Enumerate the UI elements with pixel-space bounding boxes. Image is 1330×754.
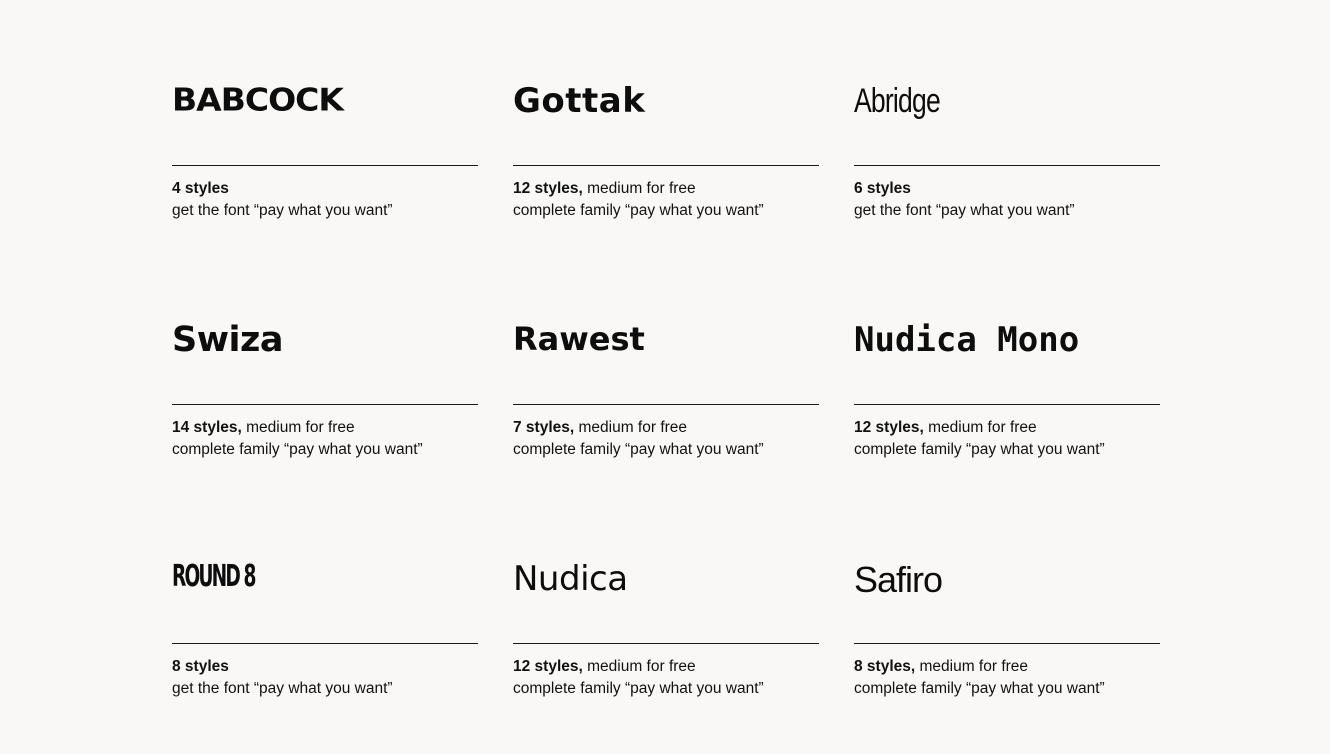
styles-note: medium for free <box>582 180 696 197</box>
styles-note: medium for free <box>582 658 696 675</box>
pricing-note: complete family “pay what you want” <box>513 680 764 697</box>
pricing-note: complete family “pay what you want” <box>854 680 1105 697</box>
styles-count: 4 styles <box>172 180 229 197</box>
styles-count: 7 styles, <box>513 419 575 436</box>
font-meta <box>513 417 764 461</box>
font-name[interactable]: Abridge <box>854 82 940 120</box>
pricing-note: complete family “pay what you want” <box>172 441 423 458</box>
font-name[interactable]: Gottak <box>513 81 646 121</box>
divider <box>854 404 1160 405</box>
styles-count: 12 styles, <box>854 419 924 436</box>
font-name[interactable]: Nudica <box>513 559 628 599</box>
divider <box>854 165 1160 166</box>
pricing-note: complete family “pay what you want” <box>513 202 764 219</box>
font-meta <box>513 178 764 222</box>
styles-note: medium for free <box>923 419 1037 436</box>
divider <box>172 165 478 166</box>
pricing-note: complete family “pay what you want” <box>854 441 1105 458</box>
styles-count: 12 styles, <box>513 180 583 197</box>
divider <box>854 643 1160 644</box>
styles-count: 14 styles, <box>172 419 242 436</box>
styles-count: 6 styles <box>854 180 911 197</box>
styles-count: 8 styles <box>172 658 229 675</box>
font-meta <box>854 178 1075 222</box>
font-meta <box>854 656 1105 700</box>
divider <box>172 404 478 405</box>
pricing-note: complete family “pay what you want” <box>513 441 764 458</box>
styles-note: medium for free <box>574 419 688 436</box>
font-name[interactable]: BABCOCK <box>172 81 343 119</box>
font-meta <box>172 417 423 461</box>
divider <box>513 643 819 644</box>
font-meta <box>172 656 393 700</box>
divider <box>172 643 478 644</box>
font-meta <box>172 178 393 222</box>
font-meta <box>513 656 764 700</box>
font-name[interactable]: Safiro <box>854 559 943 600</box>
font-name[interactable]: Swiza <box>172 320 284 360</box>
styles-note: medium for free <box>241 419 355 436</box>
font-name[interactable]: Rawest <box>513 320 645 358</box>
font-name[interactable]: ROUND 8 <box>172 559 255 594</box>
divider <box>513 165 819 166</box>
font-name[interactable]: Nudica Mono <box>854 320 1080 360</box>
styles-count: 12 styles, <box>513 658 583 675</box>
pricing-note: get the font “pay what you want” <box>172 680 393 697</box>
styles-note: medium for free <box>915 658 1029 675</box>
styles-count: 8 styles, <box>854 658 916 675</box>
font-meta <box>854 417 1105 461</box>
pricing-note: get the font “pay what you want” <box>172 202 393 219</box>
pricing-note: get the font “pay what you want” <box>854 202 1075 219</box>
divider <box>513 404 819 405</box>
